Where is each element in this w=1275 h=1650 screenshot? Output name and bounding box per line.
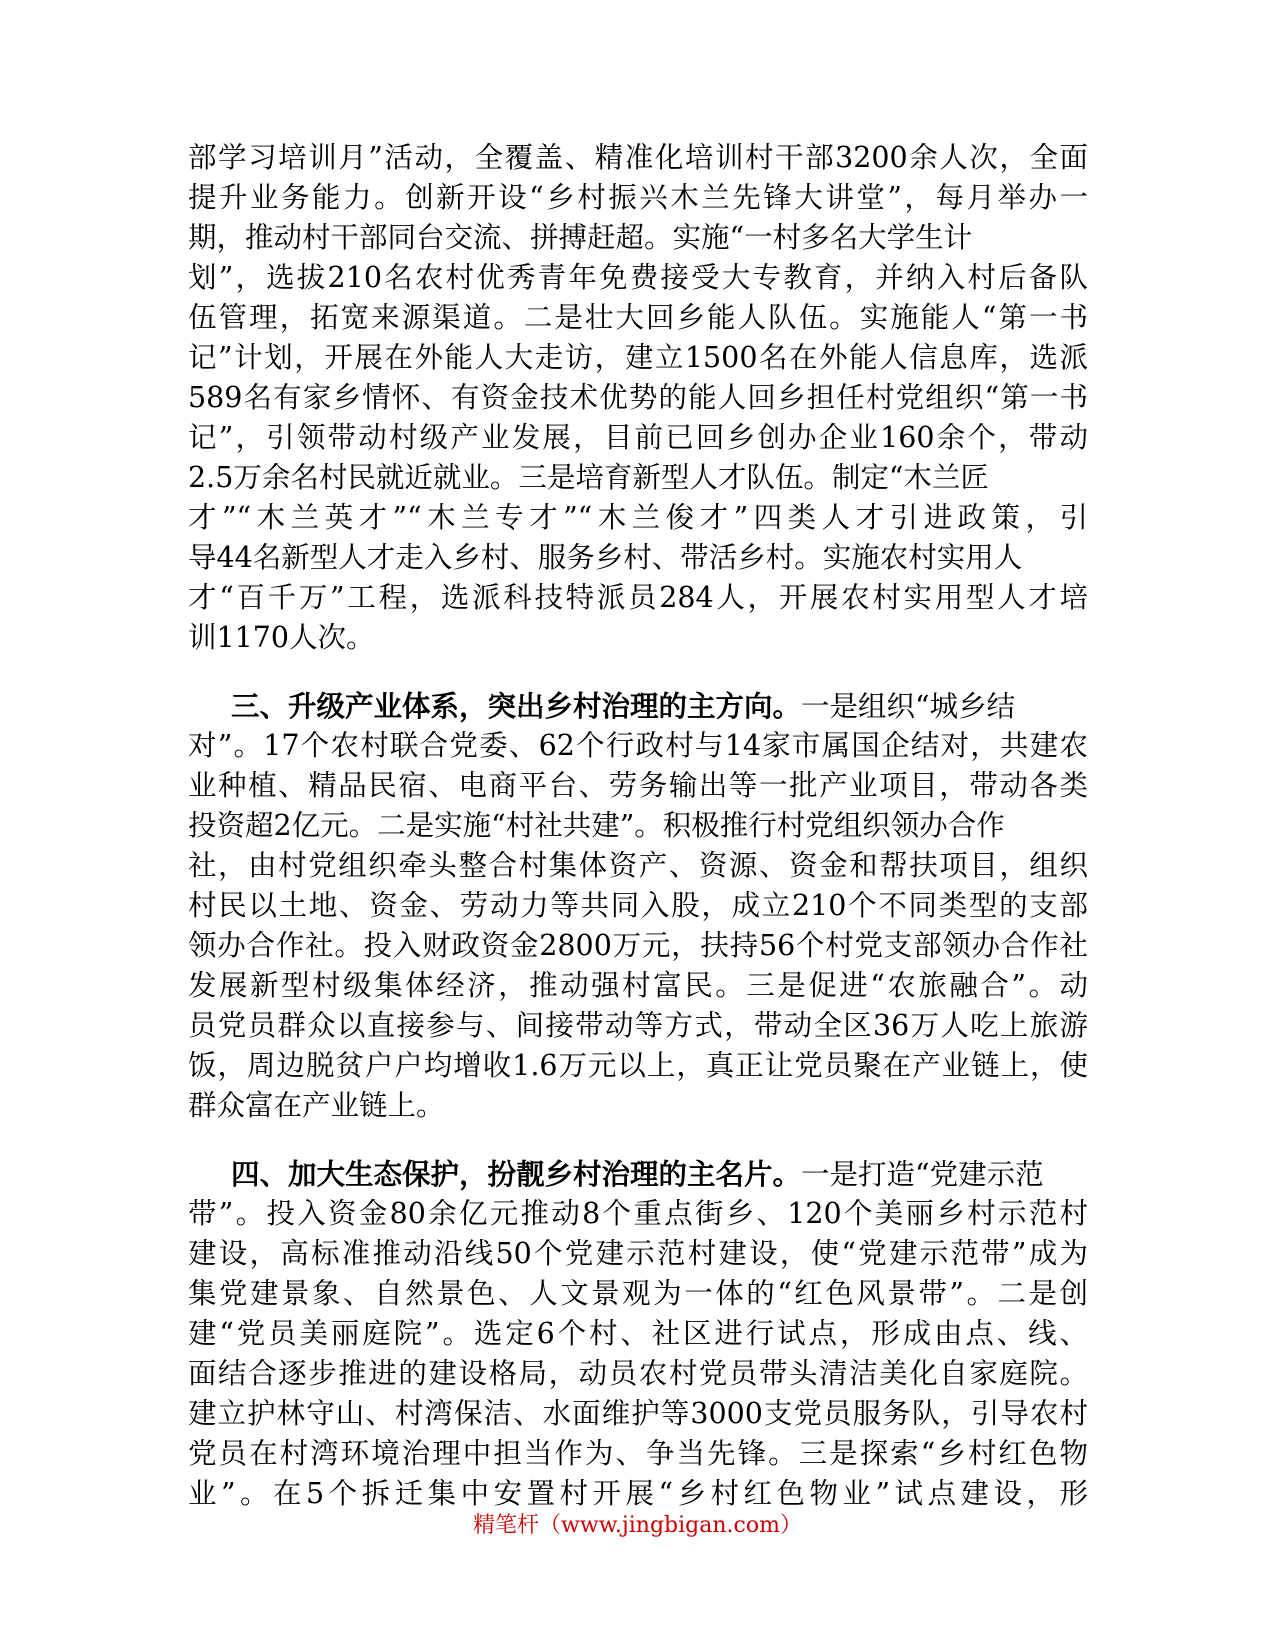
text-line: 对”。17个农村联合党委、62个行政村与14家市属国企结对，共建农 — [188, 729, 1088, 762]
text-line: 才”“木兰英才”“木兰专才”“木兰俊才”四类人才引进政策，引 — [188, 501, 1088, 534]
text-line: 社，由村党组织牵头整合村集体资产、资源、资金和帮扶项目，组织 — [188, 849, 1088, 882]
text-line: 发展新型村级集体经济，推动强村富民。三是促进“农旅融合”。动 — [188, 969, 1088, 1002]
paragraph-gap — [188, 658, 1088, 686]
body-text — [188, 138, 1088, 1514]
text-line: 群众富在产业链上。 — [188, 1089, 445, 1122]
text-line: 期，推动村干部同台交流、拼搏赶超。实施“一村多名大学生计 — [188, 221, 973, 254]
text-line: 记”，引领带动村级产业发展，目前已回乡创办企业160余个，带动 — [188, 421, 1088, 454]
text-run: 一是打造“党建示范 — [801, 1158, 1044, 1191]
paragraph-2 — [188, 686, 1088, 1126]
text-line: 建设，高标准推动沿线50个党建示范村建设，使“党建示范带”成为 — [188, 1237, 1088, 1270]
text-line: 业”。在5个拆迁集中安置村开展“乡村红色物业”试点建设，形 — [188, 1477, 1088, 1510]
text-line — [188, 686, 1088, 726]
paragraph-1 — [188, 138, 1088, 658]
text-line: 导44名新型人才走入乡村、服务乡村、带活乡村。实施农村实用人 — [188, 541, 1023, 574]
text-line: 村民以土地、资金、劳动力等共同入股，成立210个不同类型的支部 — [188, 889, 1088, 922]
text-line: 建立护林守山、村湾保洁、水面维护等3000支党员服务队，引导农村 — [188, 1397, 1088, 1430]
text-line: 589名有家乡情怀、有资金技术优势的能人回乡担任村党组织“第一书 — [188, 381, 1088, 414]
text-line: 提升业务能力。创新开设“乡村振兴木兰先锋大讲堂”，每月举办一 — [188, 181, 1088, 214]
text-line: 部学习培训月”活动，全覆盖、精准化培训村干部3200余人次，全面 — [188, 141, 1088, 174]
text-line: 集党建景象、自然景色、人文景观为一体的“红色风景带”。二是创 — [188, 1277, 1088, 1310]
text-line: 领办合作社。投入财政资金2800万元，扶持56个村党支部领办合作社 — [188, 929, 1088, 962]
text-line: 党员在村湾环境治理中担当作为、争当先锋。三是探索“乡村红色物 — [188, 1437, 1088, 1470]
text-line: 才“百千万”工程，选派科技特派员284人，开展农村实用型人才培 — [188, 581, 1088, 614]
text-line — [188, 1154, 1088, 1194]
section-heading: 三、升级产业体系，突出乡村治理的主方向。 — [231, 689, 802, 723]
text-line: 面结合逐步推进的建设格局，动员农村党员带头清洁美化自家庭院。 — [188, 1357, 1088, 1390]
text-line: 伍管理，拓宽来源渠道。二是壮大回乡能人队伍。实施能人“第一书 — [188, 301, 1088, 334]
text-run: 一是组织“城乡结 — [801, 690, 1016, 723]
text-line: 2.5万余名村民就近就业。三是培育新型人才队伍。制定“木兰匠 — [188, 461, 989, 494]
text-line: 训1170人次。 — [188, 621, 375, 654]
text-line: 饭，周边脱贫户户均增收1.6万元以上，真正让党员聚在产业链上，使 — [188, 1049, 1088, 1082]
text-line: 记”计划，开展在外能人大走访，建立1500名在外能人信息库，选派 — [188, 341, 1088, 374]
text-line: 业种植、精品民宿、电商平台、劳务输出等一批产业项目，带动各类 — [188, 769, 1088, 802]
text-line: 带”。投入资金80余亿元推动8个重点街乡、120个美丽乡村示范村 — [188, 1197, 1088, 1230]
paragraph-3 — [188, 1154, 1088, 1514]
text-line: 投资超2亿元。二是实施“村社共建”。积极推行村党组织领办合作 — [188, 809, 1005, 842]
footer-watermark: 精笔杆（www.jingbigan.com） — [473, 1513, 802, 1538]
text-line: 建“党员美丽庭院”。选定6个村、社区进行试点，形成由点、线、 — [188, 1317, 1088, 1350]
text-line: 员党员群众以直接参与、间接带动等方式，带动全区36万人吃上旅游 — [188, 1009, 1088, 1042]
paragraph-gap — [188, 1126, 1088, 1154]
section-heading: 四、加大生态保护，扮靓乡村治理的主名片。 — [231, 1157, 802, 1191]
text-line: 划”，选拔210名农村优秀青年免费接受大专教育，并纳入村后备队 — [188, 261, 1088, 294]
